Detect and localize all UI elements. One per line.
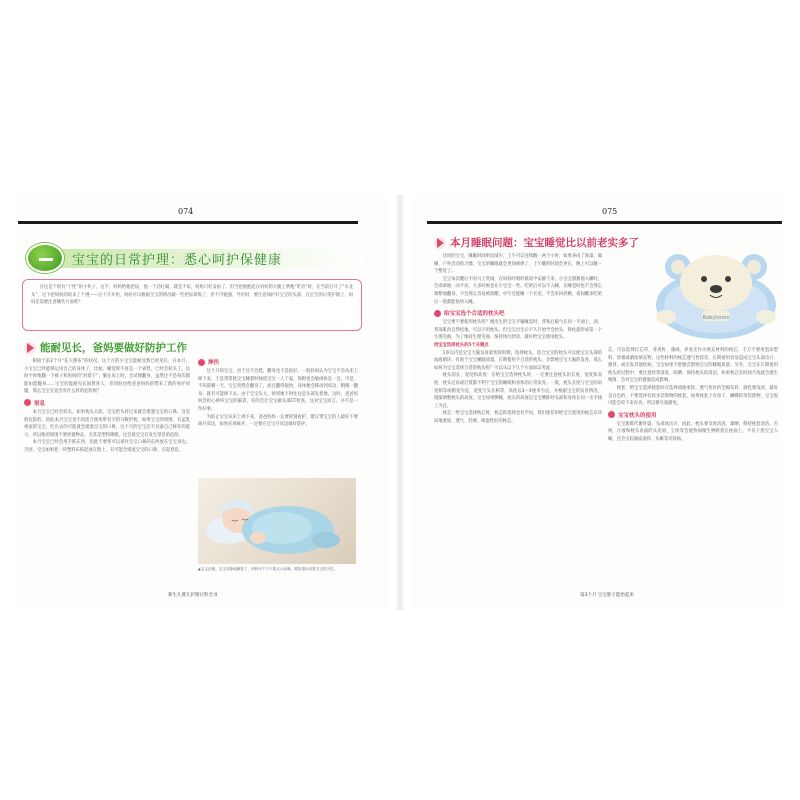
intro-box bbox=[22, 279, 362, 331]
body-text: 宝宝要不要使用枕头呢？刚出生的宝宝平躺睡觉时，背和后脑勺在同一平面上，颈、背部肌肉自然松弛，可以不用枕头，但宝宝出生后不久开始学会抬头，脊柱就形成第一个生理弯曲，为了维持生理弯曲，保持体位舒适，最好给宝宝使用枕头。 bbox=[434, 320, 602, 341]
pillow-brand-label: Babyhome bbox=[702, 315, 730, 321]
subsection-heading bbox=[434, 309, 602, 317]
header-rule bbox=[18, 221, 358, 224]
body-text: 1岁以内是宝宝大脑发育最快的时期，选择枕头，适合宝宝的枕头可以使宝宝头部的血液循环，有助于宝宝睡眠质量，长期使用不合适的枕头，会影响宝宝大脑的发育，那么如何为宝宝选择合适的枕头呢？可以从以下几个方面加以考虑： bbox=[434, 350, 602, 371]
right-column-1 bbox=[434, 253, 602, 588]
body-text: 这个月的宝宝，由于还不会爬，翻身也不是很好，一般妈妈认为宝宝不会从床上掉下来，于是常常趁宝宝睡着时独留宝宝一人于家，保姆也会偷闲休息一会。可是，不知道哪一天，宝宝突然会翻身了，而且翻得很快，身体便会移动到床边，稍微一翻身，就有可能掉下去。由于宝宝头大，掉到地下时往往是头部先着地，这时，爸爸妈妈会担心摔坏宝宝的脑袋，有的会让宝宝做头部CT检查，这对宝宝而言，并不是一件好事。 bbox=[198, 369, 358, 412]
sleeping-baby-illustration bbox=[198, 478, 356, 564]
body-text: 宝宝新陈代谢旺盛，头部易出汗，因此，枕头要及时清洗、暴晒，保持枕套清洁。否则，汗液和枕头表面的头皮屑、尘埃等会使致病微生物附着在枕面上，不仅干扰宝宝入睡，还会引起颜面湿疹、头癣等皮肤病。 bbox=[608, 421, 778, 442]
page-number: 075 bbox=[602, 207, 618, 216]
bullet-icon bbox=[608, 411, 615, 418]
right-column-2 bbox=[608, 347, 778, 587]
body-text: 这时的宝宝，睡眠时间明显减少，上午可以连续醒一两个小时，如果养成了洗澡、做操、户外活动的习惯，宝宝的睡眠就会更加规律了，上午醒的时间会更长，晚上可以睡一个整觉了。 bbox=[434, 254, 602, 275]
triangle-icon bbox=[434, 237, 446, 249]
left-column-2 bbox=[198, 358, 358, 476]
section-heading bbox=[24, 340, 187, 355]
pillow-photo bbox=[652, 247, 780, 343]
banner-badge bbox=[26, 243, 64, 273]
highlight-label: 给宝宝选择枕头的5个关键点 bbox=[434, 342, 489, 348]
page-number: 074 bbox=[178, 207, 194, 216]
intro-text: 在这是个很有“个性”的小伙子，这不，妈妈给他把尿，他一个劲打嗝，就是不尿，妈妈只好妥协了。但当把他抱起在妈妈的大腿上哄他“吃语”时，在当前打开了“水龙头”，这下把妈妈的结来了个透——这个月开始，妈妈可以根据宝宝的情况做一些把尿训练了，但不可勉强，外出时，要注意保护好宝宝的头部，在宝宝的日常护理上，妈妈还需要注意哪些方面呢？ bbox=[31, 285, 353, 306]
body-text: 芯，可以选择灯芯草、荞麦籽、蒲绒，养麦壳作为填充材料的枕芯，千万不要用泡沫塑料、丝棉或腈纶填充物，这些材料的枕芯透气性较差，长期使用容易造成宝宝头部出汗、感冒，或引发其他疾病，宝宝如果不舒服会影响宝宝的睡眠质量。另外，宝宝在长期使用枕头的过程中，要注意经常清洗、晾晒，保持枕头的清洁，如果枕芯长时间不洗就会滋生细菌，会对宝宝的健康造成影响。 bbox=[608, 348, 778, 384]
left-column-1 bbox=[24, 358, 190, 588]
body-text: 宝宝每次醒后不再马上哭闹，在妈妈哼唱的歌谣中安静下来，小宝宝甜甜地入睡时，会乖乖地一动不动，大多时候也在小宝宝一些。吃奶后可以不入睡，在睡觉时也不会那么频繁地翻身，不会那么容易被惊醒，中午还能睡一个长觉，不会来回折腾，夜间醒来吃奶后一般都能很快入睡。 bbox=[434, 276, 602, 305]
body-text: 本月宝宝已经会转头，如果枕头太软，宝宝把头转过来就会堵塞宝宝的口鼻，这是很危险的，因此本月宝宝也不再适合使用带有空的马鞍形枕，如果宝宝的周围，有盖乳视家的宝宝，吐出去的可能就会堵塞宝宝的口鼻，这个月的宝宝还不具备自己移开的能力，所以他的周围不要放置物品，尤其是塑料薄膜，这会使宝宝有发生窒息的危险。 bbox=[24, 409, 190, 438]
book-spread bbox=[0, 195, 800, 610]
dash-icon bbox=[39, 258, 53, 261]
subsection-heading bbox=[198, 358, 358, 366]
book-gutter bbox=[395, 195, 405, 610]
page-footer: 第3个月 宝宝脖子能抬起来 bbox=[580, 593, 634, 598]
section-title: 能耐见长，爸妈要做好防护工作 bbox=[40, 342, 187, 354]
body-text: 枕芯：给宝宝选择枕芯时，枕芯的选择也有学问，我们推荐的给宝宝使用的枕芯应该质地柔软、透气、轻便、吸湿性好的枕芯。 bbox=[434, 411, 602, 424]
right-page bbox=[412, 195, 782, 610]
bear-pillow-illustration bbox=[652, 247, 780, 343]
subsection-label: 宝宝枕头的使用 bbox=[618, 412, 657, 419]
body-text: 相较于前2个月“任人摆布”的状况，这个月的小宝宝能耐显然已经见长，在本月，小宝宝已经能够运用自己的身体了，比如，睡觉时不再是一个姿势，已经会转头了，这时不时地翻一下被子和妈妈的“对着干”；躺在床上时，会试图翻身，虽然还不是每次都能如愿翻身……宝宝的能耐见长固然喜人，但同时也给爸爸妈妈的带来了新的看护问题，那么宝宝究竟会有什么样的危险呢？ bbox=[24, 359, 190, 395]
section-heading bbox=[434, 235, 639, 250]
section-title: 本月睡眠问题：宝宝睡觉比以前老实多了 bbox=[450, 237, 639, 249]
bullet-icon bbox=[434, 310, 441, 317]
baby-photo bbox=[198, 478, 356, 564]
banner-title: 宝宝的日常护理：悉心呵护保健康 bbox=[72, 253, 283, 268]
photo-caption: ▲宝宝正睡。宝宝安静地睡着了，妈妈可千万不要走太远哦，要知道好动着宝宝的天性。 bbox=[198, 567, 338, 571]
left-page bbox=[18, 195, 388, 610]
subsection-heading bbox=[24, 399, 190, 407]
body-text: 为防止宝宝从床上掉下来，爸爸妈妈一定要时刻看护，建议带宝宝的人最好不要离开床边，如果必须离开，一定要在宝宝开床边做好防护。 bbox=[198, 414, 358, 428]
body-text: 枕套：给宝宝选择枕套时应选择质地柔软、透气性好的全棉布料，颜色要浅淡，最好是白色的，不要选择有较多装饰物的枕套，如果枕套上有扣子、蝴蝶结等装饰物，宝宝很可能会咬下来吞食，所以要尽量避免。 bbox=[608, 385, 778, 407]
subsection-label: 摔伤 bbox=[208, 360, 220, 366]
page-footer: 新生儿婴儿护理百科全书 bbox=[168, 593, 218, 598]
subsection-heading bbox=[608, 411, 778, 419]
header-rule bbox=[427, 221, 782, 224]
subsection-label: 给宝宝选个合适的枕头吧 bbox=[444, 311, 505, 318]
body-text: 本月宝宝已经会用手抓东西，因此不要将可以拿住宝宝口鼻的东西放在宝宝身边。否则，宝宝如果把一块塑料布抓起放在脸上，有可能会堵塞宝宝的口鼻，引起窒息。 bbox=[24, 440, 190, 453]
bullet-icon bbox=[24, 399, 31, 406]
bullet-icon bbox=[198, 359, 205, 366]
subsection-label: 窒息 bbox=[34, 400, 46, 407]
chapter-banner bbox=[26, 243, 366, 273]
body-text: 枕头的长、宽度和高度：在给宝宝选择枕头时，一定要注意枕头的长度、宽度和高度，枕头过高或过低都不利于宝宝的睡眠和身体的正常发育。一般，枕头长度与宝宝的肩宽相等或稍宽为宜，宽度与头长相等，高度以3～4厘米为宜，并根据宝宝的发育情况，逐渐调整枕头的高度。宝宝如果侧睡，枕头的高度以宝宝侧卧时头部和身体在同一水平线上为宜。 bbox=[434, 373, 602, 409]
triangle-icon bbox=[24, 342, 36, 354]
